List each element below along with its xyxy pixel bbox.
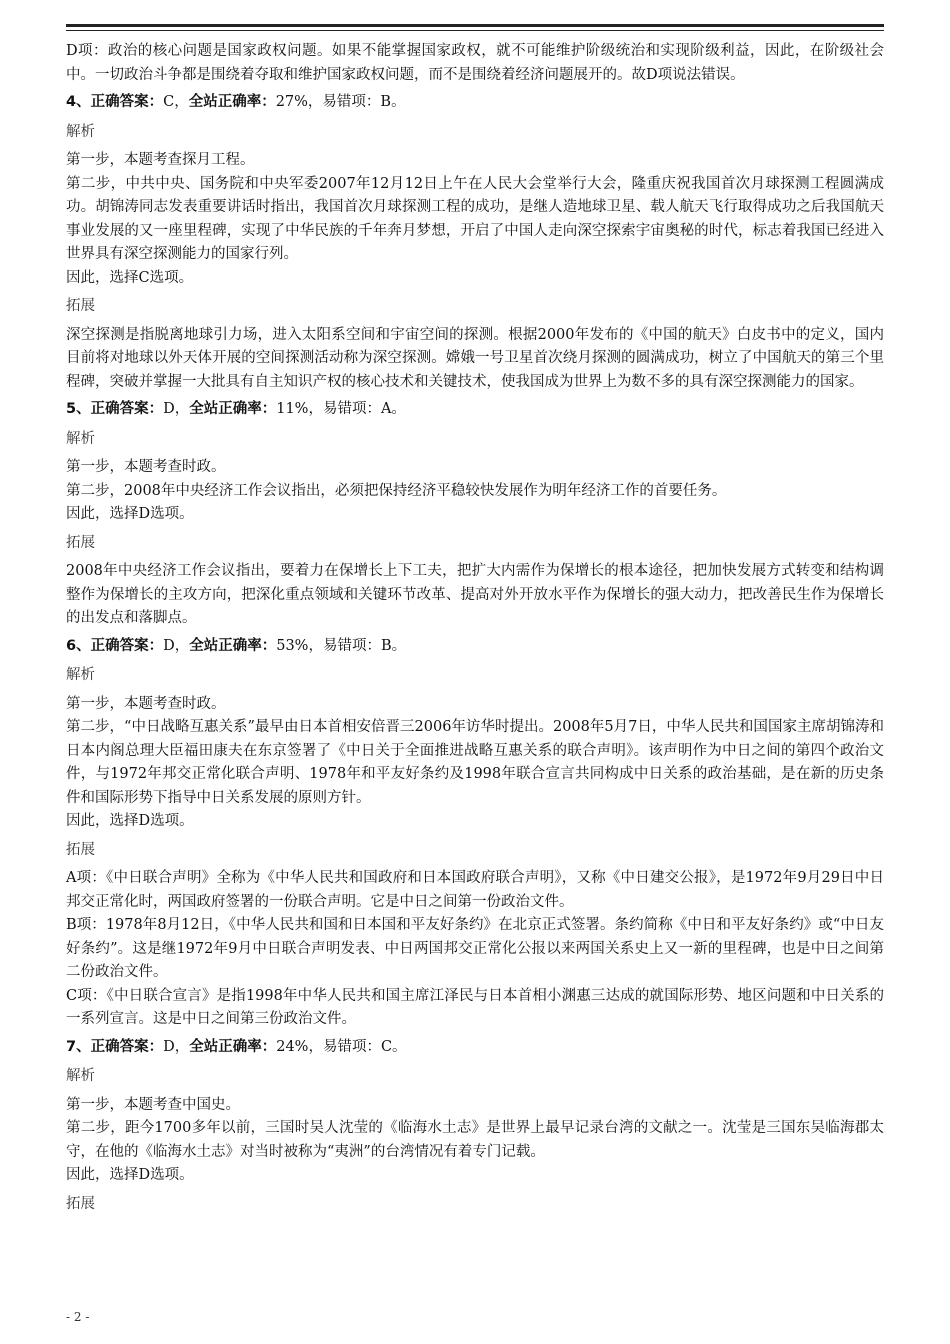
answer-line: [66, 1036, 884, 1060]
correct-answer-label: 正确答案：: [90, 94, 164, 110]
answer-line: [66, 398, 884, 422]
analysis-paragraph: 因此，选择C选项。: [66, 269, 194, 286]
question-block: [66, 1036, 884, 1217]
analysis-paragraph: 第二步，中共中央、国务院和中央军委2007年12月12日上午在人民大会堂举行大会，隆重庆祝我国首次月球探测工程圆满成功。胡锦涛同志发表重要讲话时指出，我国首次月球探测工程的成功，是继人造地球卫星、载人航天飞行取得成功之后我国航天事业发展的又一座里程碑，实现了中华民族的千年奔月梦想，开启了中国人走向深空探索宇宙奥秘的时代，标志着我国已经进入世界具有深空探测能力的国家行列。: [66, 175, 884, 262]
correct-answer-value: D，: [163, 637, 190, 654]
extend-paragraph: C项：《中日联合宣言》是指1998年中华人民共和国主席江泽民与日本首相小渊惠三达成的就国际形势、地区问题和中日关系的一系列宣言。这是中日之间第三份政治文件。: [66, 987, 884, 1027]
analysis-heading: 解析: [66, 430, 95, 447]
question-number: 6、: [66, 637, 91, 654]
accuracy-value: 27%，易错项：B。: [275, 94, 406, 110]
analysis-paragraph: 第一步，本题考查探月工程。: [66, 152, 255, 168]
extend-heading: 拓展: [66, 841, 95, 858]
answer-line: [66, 91, 884, 115]
page-number: - 2 -: [66, 1310, 90, 1324]
extend-paragraph: 深空探测是指脱离地球引力场，进入太阳系空间和宇宙空间的探测。根据2000年发布的《中国的航天》白皮书中的定义，国内目前将对地球以外天体开展的空间探测活动称为深空探测。嫦娥一号卫星首次绕月探测的圆满成功，树立了中国航天的第三个里程碑，突破并掌握一大批具有自主知识产权的核心技术和关键技术，使我国成为世界上为数不多的具有深空探测能力的国家。: [66, 326, 884, 390]
accuracy-label: 全站正确率：: [189, 401, 277, 417]
extend-paragraph: A项：《中日联合声明》全称为《中华人民共和国政府和日本国政府联合声明》，又称《中日建交公报》，是1972年9月29日中日邦交正常化时，两国政府签署的一份联合声明。它是中日之间第一份政治文件。: [66, 870, 884, 910]
correct-answer-label: 正确答案：: [90, 401, 164, 417]
question-block: [66, 91, 884, 394]
accuracy-label: 全站正确率：: [188, 94, 276, 110]
extend-paragraph: B项：1978年8月12日，《中华人民共和国和日本国和平友好条约》在北京正式签署。条约简称《中日和平友好条约》或“中日友好条约”。这是继1972年9月中日联合声明发表、中日两国邦交正常化公报以来两国关系史上又一新的里程碑，也是中日之间第二份政治文件。: [66, 917, 884, 980]
correct-answer-label: 正确答案：: [90, 1038, 164, 1055]
answer-line: [66, 635, 884, 659]
page-content: [66, 40, 884, 1221]
correct-answer-value: C，: [163, 94, 189, 110]
accuracy-value: 24%，易错项：C。: [276, 1038, 407, 1055]
analysis-paragraph: 第二步，“中日战略互惠关系”最早由日本首相安倍晋三2006年访华时提出。2008年5月7日，中华人民共和国国家主席胡锦涛和日本内阁总理大臣福田康夫在东京签署了《中日关于全面推进战略互惠关系的联合声明》。该声明作为中日之间的第四个政治文件，与1972年邦交正常化联合声明、1978年和平友好条约及1998年联合宣言共同构成中日关系的政治基础，是在新的历史条件和国际形势下指导中日关系发展的原则方针。: [66, 719, 884, 806]
correct-answer-label: 正确答案：: [90, 637, 164, 654]
question-block: [66, 398, 884, 631]
question-number: 4、: [66, 94, 91, 110]
accuracy-value: 53%，易错项：B。: [276, 637, 407, 654]
header-rule-thin: [66, 30, 884, 31]
extend-heading: 拓展: [66, 534, 95, 551]
question-number: 7、: [66, 1038, 91, 1055]
analysis-paragraph: 因此，选择D选项。: [66, 506, 194, 522]
analysis-heading: 解析: [66, 667, 95, 683]
correct-answer-value: D，: [163, 401, 190, 417]
intro-paragraph: D项：政治的核心问题是国家政权问题。如果不能掌握国家政权，就不可能维护阶级统治和实现阶级利益，因此，在阶级社会中。一切政治斗争都是围绕着夺取和维护国家政权问题，而不是围绕着经济问题展开的。故D项说法错误。: [66, 43, 884, 83]
accuracy-value: 11%，易错项：A。: [276, 401, 406, 417]
accuracy-label: 全站正确率：: [189, 637, 277, 654]
extend-heading: 拓展: [66, 298, 95, 314]
question-list: [66, 91, 884, 1216]
analysis-heading: 解析: [66, 1068, 95, 1084]
analysis-paragraph: 第一步，本题考查时政。: [66, 695, 226, 712]
header-rule-thick: [66, 24, 884, 27]
analysis-paragraph: 因此，选择D选项。: [66, 813, 194, 829]
analysis-paragraph: 第一步，本题考查中国史。: [66, 1096, 240, 1113]
accuracy-label: 全站正确率：: [189, 1038, 277, 1055]
analysis-paragraph: 因此，选择D选项。: [66, 1167, 194, 1183]
question-block: [66, 635, 884, 1032]
analysis-paragraph: 第一步，本题考查时政。: [66, 459, 226, 475]
extend-paragraph: 2008年中央经济工作会议指出，要着力在保增长上下工夫，把扩大内需作为保增长的根本途径，把加快发展方式转变和结构调整作为保增长的主攻方向，把深化重点领域和关键环节改革、提高对外开放水平作为保增长的强大动力，把改善民生作为保增长的出发点和落脚点。: [66, 563, 884, 626]
correct-answer-value: D，: [163, 1038, 190, 1055]
analysis-paragraph: 第二步，距今1700多年以前，三国时吴人沈莹的《临海水土志》是世界上最早记录台湾的文献之一。沈莹是三国东吴临海郡太守，在他的《临海水土志》对当时被称为“夷洲”的台湾情况有着专门记载。: [66, 1120, 884, 1160]
analysis-paragraph: 第二步，2008年中央经济工作会议指出，必须把保持经济平稳较快发展作为明年经济工作的首要任务。: [66, 482, 727, 499]
question-number: 5、: [66, 401, 91, 417]
analysis-heading: 解析: [66, 123, 95, 140]
extend-heading: 拓展: [66, 1195, 95, 1212]
